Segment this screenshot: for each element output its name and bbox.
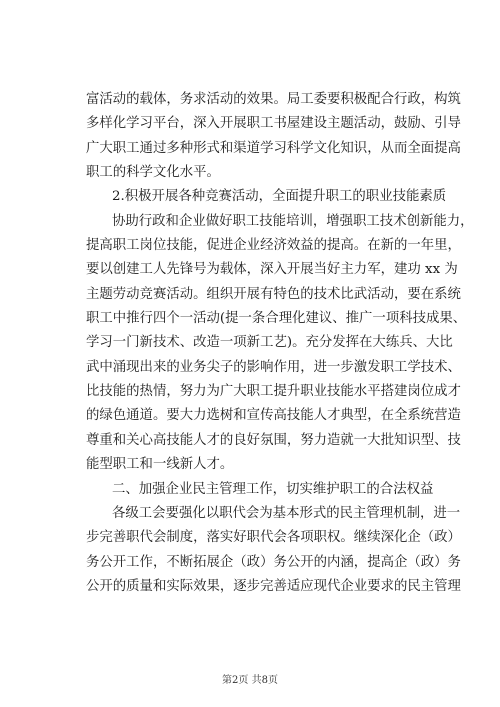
- text-line: 各级工会要强化以职代会为基本形式的民主管理机制，进一: [112, 505, 461, 521]
- text-line: 要以创建工人先锋号为载体，深入开展当好主力军，建功 xx 为: [86, 262, 458, 278]
- text-line: 主题劳动竞赛活动。组织开展有特色的技术比武活动，要在系统: [86, 286, 461, 302]
- text-line: 尊重和关心高技能人才的良好氛围，努力造就一大批知识型、技: [86, 432, 461, 448]
- text-line: 比技能的热情，努力为广大职工提升职业技能水平搭建岗位成才: [86, 384, 461, 400]
- section-heading: 2.积极开展各种竞赛活动，全面提升职工的职业技能素质: [112, 189, 447, 205]
- text-line: 的绿色通道。要大力选树和宣传高技能人才典型，在全系统营造: [86, 408, 461, 424]
- section-heading: 二、加强企业民主管理工作，切实维护职工的合法权益: [112, 481, 434, 497]
- text-line: 能型职工和一线新人才。: [86, 457, 234, 473]
- text-line: 步完善职代会制度，落实好职代会各项职权。继续深化企（政）: [86, 530, 461, 546]
- text-line: 富活动的载体，务求活动的效果。局工委要积极配合行政，构筑: [86, 92, 461, 107]
- text-line: 职工的科学文化水平。: [86, 165, 220, 181]
- text-line: 职工中推行四个一活动(提一条合理化建议、推广一项科技成果、: [86, 311, 467, 327]
- text-line: 公开的质量和实际效果，逐步完善适应现代企业要求的民主管理: [86, 578, 461, 594]
- text-line: 务公开工作，不断拓展企（政）务公开的内涵，提高企（政）务: [86, 554, 461, 570]
- page-footer: 第2页 共8页: [222, 675, 278, 686]
- text-line: 广大职工通过多种形式和渠道学习科学文化知识，从而全面提高: [86, 140, 461, 156]
- text-line: 学习一门新技术、改造一项新工艺)。充分发挥在大练兵、大比: [86, 335, 453, 351]
- text-line: 协助行政和企业做好职工技能培训，增强职工技术创新能力，: [112, 213, 474, 229]
- text-line: 武中涌现出来的业务尖子的影响作用，进一步激发职工学技术、: [86, 359, 461, 375]
- text-line: 多样化学习平台，深入开展职工书屋建设主题活动，鼓励、引导: [86, 116, 461, 132]
- text-line: 提高职工岗位技能，促进企业经济效益的提高。在新的一年里，: [86, 238, 461, 254]
- body-text: [86, 88, 474, 599]
